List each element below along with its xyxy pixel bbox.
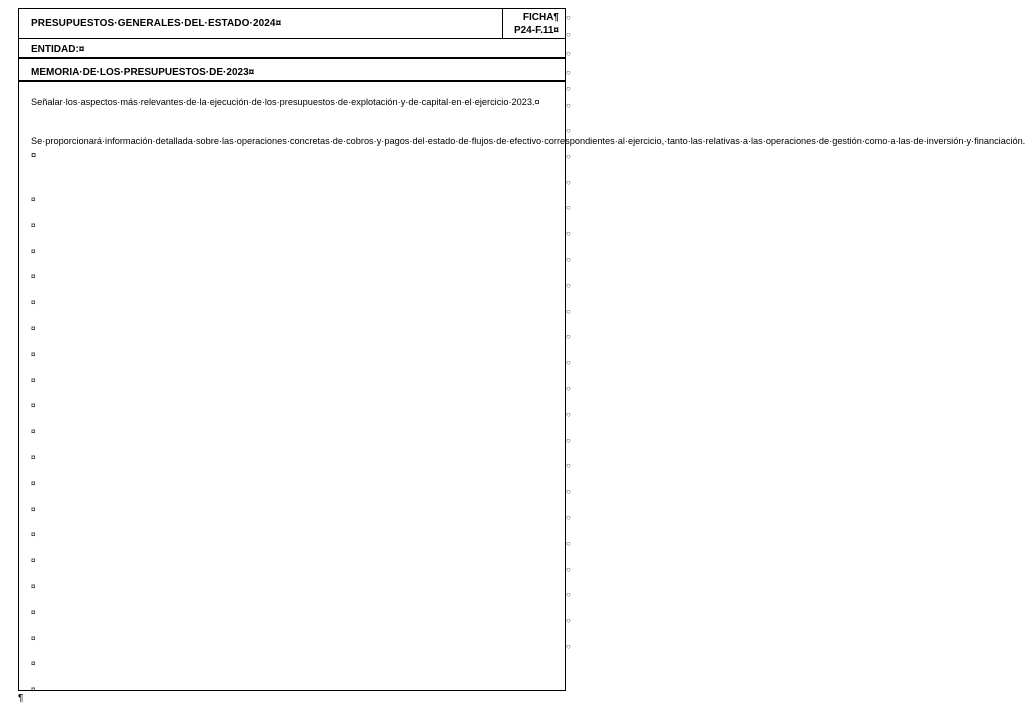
header-row — [18, 8, 566, 39]
ficha-label: FICHA¶ — [522, 12, 559, 23]
row-end-mark: ○ — [566, 255, 571, 264]
row-end-mark: ○ — [566, 306, 571, 316]
row-end-mark: ○ — [566, 13, 571, 22]
row-end-mark: ○ — [566, 101, 571, 110]
empty-cell-mark: ¤ — [31, 375, 36, 385]
ficha-code: P24-F.11¤ — [513, 25, 559, 36]
paragraph-mark: ¶ — [18, 693, 24, 704]
empty-cell-mark: ¤ — [31, 401, 36, 411]
row-end-mark: ○ — [566, 487, 571, 497]
empty-cell-mark: ¤ — [31, 453, 36, 462]
empty-cell-mark: ¤ — [31, 324, 36, 333]
empty-cell-mark: ¤ — [31, 659, 36, 669]
empty-cell-mark: ¤ — [31, 246, 36, 256]
row-end-mark: ○ — [566, 49, 571, 58]
row-end-mark: ○ — [566, 203, 571, 213]
row-end-mark: ○ — [566, 126, 571, 135]
row-end-mark: ○ — [566, 461, 571, 471]
body-cell — [18, 81, 1025, 695]
empty-cell-mark: ¤ — [31, 504, 36, 514]
row-end-mark: ○ — [566, 332, 571, 342]
empty-cell-mark: ¤ — [31, 556, 36, 566]
row-end-mark: ○ — [566, 68, 571, 77]
page-title: PRESUPUESTOS·GENERALES·DEL·ESTADO·2024¤ — [31, 18, 282, 29]
row-end-mark: ○ — [566, 409, 571, 419]
empty-cell-mark: ¤ — [31, 220, 36, 230]
empty-cell-mark: ¤ — [31, 607, 36, 617]
memoria-label: MEMORIA·DE·LOS·PRESUPUESTOS·DE·2023¤ — [31, 67, 255, 78]
empty-cell-mark: ¤ — [31, 195, 36, 204]
row-end-mark: ○ — [566, 435, 571, 445]
empty-cell-mark: ¤ — [31, 272, 36, 282]
row-end-mark: ○ — [566, 177, 571, 187]
row-end-mark: ○ — [566, 358, 571, 368]
instruction-paragraph-2: Se·proporcionará·información·detallada·sobre·las·operaciones·concretas·de·cobros·y·pagos·del·estado·de·flujos·de·efectivo·correspondientes·al·ejercicio,·tanto·las·relativas·a·las·operaciones·de·gestión·como·a·las·de·inversión·y·financiación.¤ — [31, 136, 1025, 160]
ficha-cell — [502, 9, 565, 38]
row-end-mark: ○ — [566, 384, 571, 393]
entidad-label: ENTIDAD:¤ — [31, 44, 85, 55]
row-end-mark: ○ — [566, 538, 571, 548]
instruction-paragraph-1: Señalar·los·aspectos·más·relevantes·de·la·ejecución·de·los·presupuestos·de·explotación·y·de·capital·en·el·ejercicio·2023.¤ — [31, 97, 540, 107]
row-end-mark: ○ — [566, 84, 571, 93]
row-end-mark: ○ — [566, 590, 571, 600]
empty-cell-mark: ¤ — [31, 427, 36, 437]
empty-cell-mark: ¤ — [31, 530, 36, 540]
entidad-row — [18, 38, 566, 58]
memoria-row — [18, 58, 566, 81]
empty-cell-mark: ¤ — [31, 633, 36, 643]
row-end-mark: ○ — [566, 280, 571, 290]
empty-cell-mark: ¤ — [31, 349, 36, 359]
row-end-mark: ○ — [566, 30, 571, 39]
row-end-mark: ○ — [566, 513, 571, 522]
row-end-mark: ○ — [566, 229, 571, 239]
row-end-mark: ○ — [566, 151, 571, 161]
empty-cell-mark: ¤ — [31, 478, 36, 488]
row-end-mark: ○ — [566, 616, 571, 626]
row-end-mark: ○ — [566, 564, 571, 574]
row-end-mark: ○ — [566, 642, 571, 651]
empty-cell-mark: ¤ — [31, 582, 36, 591]
empty-cell-mark: ¤ — [31, 298, 36, 308]
empty-cell-mark: ¤ — [31, 685, 36, 695]
